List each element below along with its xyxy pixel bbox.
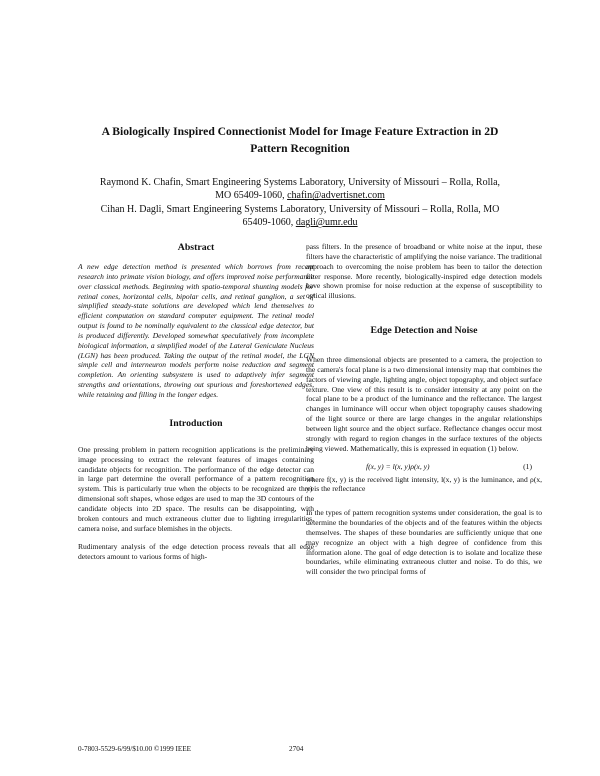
author-2-email-link[interactable]: dagli@umr.edu (295, 217, 358, 229)
author-2-address (50, 216, 550, 229)
equation-1-number: (1) (523, 461, 532, 471)
introduction-paragraph-1: One pressing problem in pattern recognition applications is the preliminary image processing to extract the relevant features of images containing candidate objects for recognition. The performance of the edge detector can in large part determine the overall performance of a pattern recognition system. This is particularly true when the objects to be recognized are three dimensional soft shapes, whose edges are used to map the 3D contours of the candidate objects into 2D space. The results can be disappointing, with broken contours and much extraneous clutter due to lighting irregularities, camera noise, and surface blemishes in the objects. (78, 444, 314, 533)
introduction-paragraph-2: Rudimentary analysis of the edge detection process reveals that all edge detectors amount to various forms of high- (78, 542, 314, 562)
edge-detection-paragraph-2: In the types of pattern recognition systems under consideration, the goal is to determine the boundaries of the objects and of the features within the objects themselves. The shapes of these boundaries are sufficiently unique that one may recognize an object with a high degree of confidence from this information alone. The goal of edge detection is to isolate and localize these boundaries, while eliminating extraneous clutter and noise. To do this, we will consider the two principal forms of (306, 508, 542, 577)
equation-1 (306, 462, 542, 472)
equation-where-text: where f(x, y) is the received light intensity, l(x, y) is the luminance, and ρ(x, y) is the reflectance (306, 474, 542, 494)
page-number: 2704 (289, 745, 304, 753)
author-1-affiliation: Raymond K. Chafin, Smart Engineering Systems Laboratory, University of Missouri – Rolla, Rolla, (99, 177, 501, 188)
title-line-2: Pattern Recognition (250, 142, 350, 155)
abstract-heading: Abstract (177, 242, 215, 253)
introduction-continuation: pass filters. In the presence of broadband or white noise at the input, these filters have the characteristic of amplifying the noise variance. The traditional approach to overcoming the noise problem has been to tailor the detection filter response. More recently, biologically-inspired edge detection models have shown promise for noise reduction at the expense of susceptibility to optical illusions. (306, 242, 542, 301)
edge-detection-heading: Edge Detection and Noise (370, 325, 478, 337)
author-1-address (50, 189, 550, 202)
author-2-postal: 65409-1060, (242, 217, 294, 229)
title-line-1: A Biologically Inspired Connectionist Model for Image Feature Extraction in 2D (101, 125, 499, 138)
introduction-heading: Introduction (169, 417, 223, 429)
author-block (50, 176, 550, 230)
paper-title (60, 123, 540, 157)
edge-detection-paragraph-1: When three dimensional objects are presented to a camera, the projection to the camera's focal plane is a two dimensional intensity map that combines the factors of viewing angle, lighting angle, object topography, and object surface texture. One view of this result is to consider intensity at any point on the focal plane to be a product of the luminance and the reflectance. The largest changes in luminance will occur when object topography causes shadowing of the light source or there are large changes in the angular relationships between light source and the object surface. Reflectance changes occur most strongly with regard to region changes in the surface textures of the objects being viewed. Mathematically, this is expressed in equation (1) below. (306, 355, 542, 453)
footer-isbn: 0-7803-5529-6/99/$10.00 ©1999 IEEE (78, 745, 192, 753)
author-2-affiliation: Cihan H. Dagli, Smart Engineering Systems Laboratory, University of Missouri – Rolla, Rolla, MO (100, 203, 500, 215)
left-column (78, 242, 314, 562)
abstract-text: A new edge detection method is presented which borrows from recent research into primate vision biology, and offers improved noise performance over classical methods. Beginning with spatio-temporal shunting models for retinal cones, horizontal cells, bipolar cells, and retinal ganglion, a set of simplified steady-state solutions are developed which lend themselves to efficient computation on standard computer equipment. The retinal model output is found to be nominally equivalent to the classical edge detector, but is produced differently. Developed somewhat speculatively from incomplete biological information, a simplified model of the Lateral Geniculate Nucleus (LGN) has been produced. Taking the output of the retinal model, the LGN simple cell and interneuron models perform noise reduction and segment completion. An orienting subsystem is used to adaptively infer segment strengths and orientations, throwing out spurious and foreshortened edges, while retaining and filling in the longer edges. (78, 262, 314, 399)
right-column (306, 242, 542, 577)
equation-1-formula: f(x, y) = l(x, y)ρ(x, y) (366, 461, 430, 471)
author-1-email-link[interactable]: chafin@advertisnet.com (287, 190, 385, 202)
author-1-postal: MO 65409-1060, (215, 190, 285, 202)
